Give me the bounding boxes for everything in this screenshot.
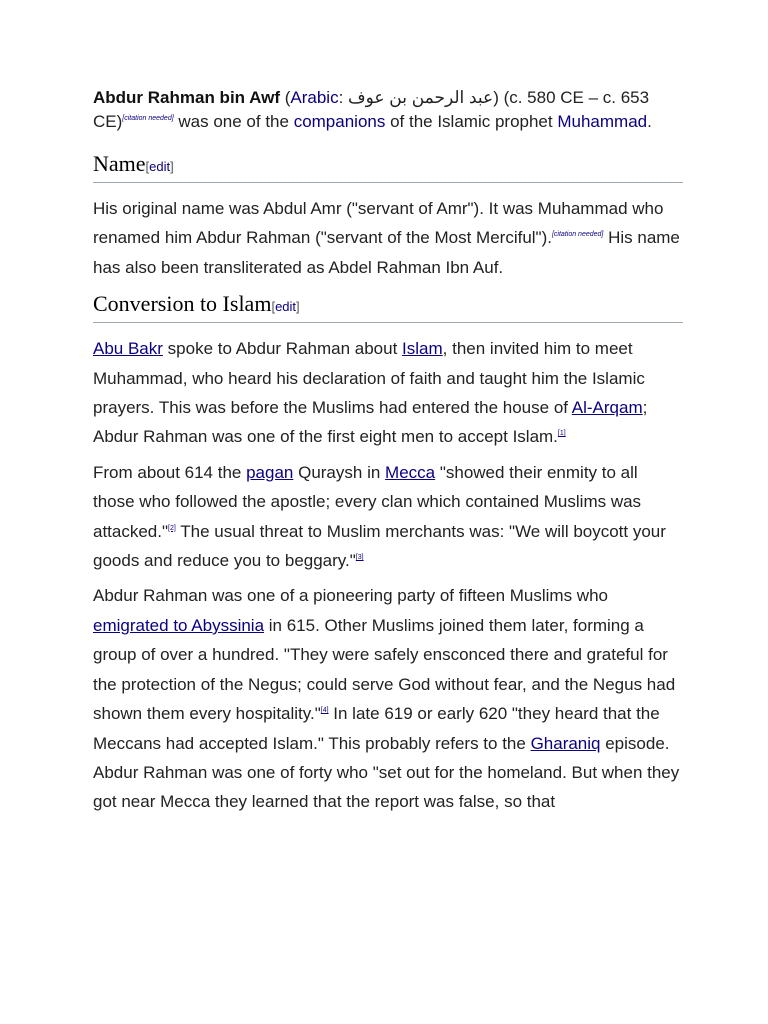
reference-4 bbox=[321, 707, 329, 714]
edit-section-link bbox=[146, 159, 174, 174]
name-paragraph bbox=[93, 194, 683, 282]
paragraph-text: In late 619 or early 620 "they heard that the Meccans had accepted Islam." This probably refers to the bbox=[93, 704, 660, 753]
conversion-paragraph-1 bbox=[93, 334, 683, 452]
conversion-paragraph-3 bbox=[93, 581, 683, 816]
companions-link[interactable]: companions bbox=[293, 112, 386, 131]
intro-text: was one of the bbox=[173, 112, 294, 131]
citation-needed-link[interactable]: [citation needed] bbox=[122, 115, 174, 122]
section-heading-name bbox=[93, 150, 683, 183]
citation-needed-link[interactable]: [citation needed] bbox=[551, 231, 604, 239]
intro-paragraph bbox=[93, 86, 683, 134]
reference-3 bbox=[356, 554, 364, 561]
section-heading-conversion bbox=[93, 290, 683, 323]
pagan-link[interactable]: pagan bbox=[246, 462, 294, 482]
reference-link[interactable]: [1] bbox=[557, 430, 566, 438]
paragraph-text: in 615. Other Muslims joined them later, forming a group of over a hundred. "They were safely ensconced there and grateful for the protection of the Negus; could serve God without fear, and the Negus had shown them every hospitality." bbox=[93, 615, 676, 724]
mecca-link[interactable]: Mecca bbox=[385, 462, 436, 482]
gharaniq-link[interactable]: Gharaniq bbox=[530, 733, 601, 753]
intro-text: . bbox=[647, 112, 652, 131]
reference-2 bbox=[168, 525, 176, 532]
emigrated-to-abyssinia-link[interactable]: emigrated to Abyssinia bbox=[93, 615, 265, 635]
edit-link[interactable]: edit bbox=[149, 159, 171, 174]
paragraph-text: His original name was Abdul Amr ("servant of Amr"). It was Muhammad who renamed him Abdur Rahman ("servant of the Most Merciful"). bbox=[93, 199, 664, 248]
arabic-name: عبد الرحمن بن عوف bbox=[348, 88, 494, 107]
bracket: ] bbox=[170, 159, 174, 174]
bracket: [ bbox=[145, 159, 150, 174]
article-content bbox=[93, 86, 683, 817]
reference-link[interactable]: [4] bbox=[320, 707, 329, 715]
islam-link[interactable]: Islam bbox=[402, 339, 443, 359]
paragraph-text: , then invited him to meet Muhammad, who heard his declaration of faith and taught him the Islamic prayers. This was before the Muslims had entered the house of bbox=[93, 339, 645, 418]
paragraph-text: spoke to Abdur Rahman about bbox=[162, 339, 403, 359]
abu-bakr-link[interactable]: Abu Bakr bbox=[93, 339, 163, 359]
intro-text: ( bbox=[280, 88, 291, 107]
paragraph-text: Quraysh in bbox=[293, 462, 386, 482]
intro-text: of the Islamic prophet bbox=[385, 112, 558, 131]
paragraph-text: The usual threat to Muslim merchants was: "We will boycott your goods and reduce you to beggary." bbox=[93, 521, 666, 571]
edit-section-link bbox=[271, 299, 299, 314]
muhammad-link[interactable]: Muhammad bbox=[557, 112, 648, 131]
paragraph-text: His name has also been transliterated as Abdel Rahman Ibn Auf. bbox=[93, 228, 680, 277]
conversion-paragraph-2 bbox=[93, 458, 683, 576]
article-subject: Abdur Rahman bin Awf bbox=[93, 88, 280, 107]
heading-text: Name bbox=[93, 151, 146, 176]
intro-text: ) (c. 580 CE – c. 653 CE) bbox=[93, 88, 650, 131]
bracket: ] bbox=[296, 299, 300, 315]
citation-needed bbox=[122, 115, 173, 122]
paragraph-text: episode. Abdur Rahman was one of forty who "set out for the homeland. But when they got near Mecca they learned that the report was false, so that bbox=[93, 733, 680, 812]
paragraph-text: ; Abdur Rahman was one of the first eight men to accept Islam. bbox=[93, 398, 648, 447]
paragraph-text: From about 614 the bbox=[93, 462, 247, 482]
al-arqam-link[interactable]: Al-Arqam bbox=[571, 398, 643, 418]
edit-link[interactable]: edit bbox=[275, 299, 297, 315]
citation-needed bbox=[552, 231, 603, 238]
reference-1 bbox=[558, 430, 566, 437]
paragraph-text: "showed their enmity to all those who followed the apostle; every clan which contained Muslims was attacked." bbox=[93, 462, 642, 541]
reference-link[interactable]: [2] bbox=[168, 524, 176, 532]
intro-text: : bbox=[338, 88, 349, 107]
bracket: [ bbox=[271, 299, 276, 315]
arabic-language-link[interactable]: Arabic bbox=[290, 88, 339, 107]
paragraph-text: Abdur Rahman was one of a pioneering party of fifteen Muslims who bbox=[93, 586, 608, 606]
reference-link[interactable]: [3] bbox=[355, 554, 364, 562]
heading-text: Conversion to Islam bbox=[93, 291, 272, 317]
